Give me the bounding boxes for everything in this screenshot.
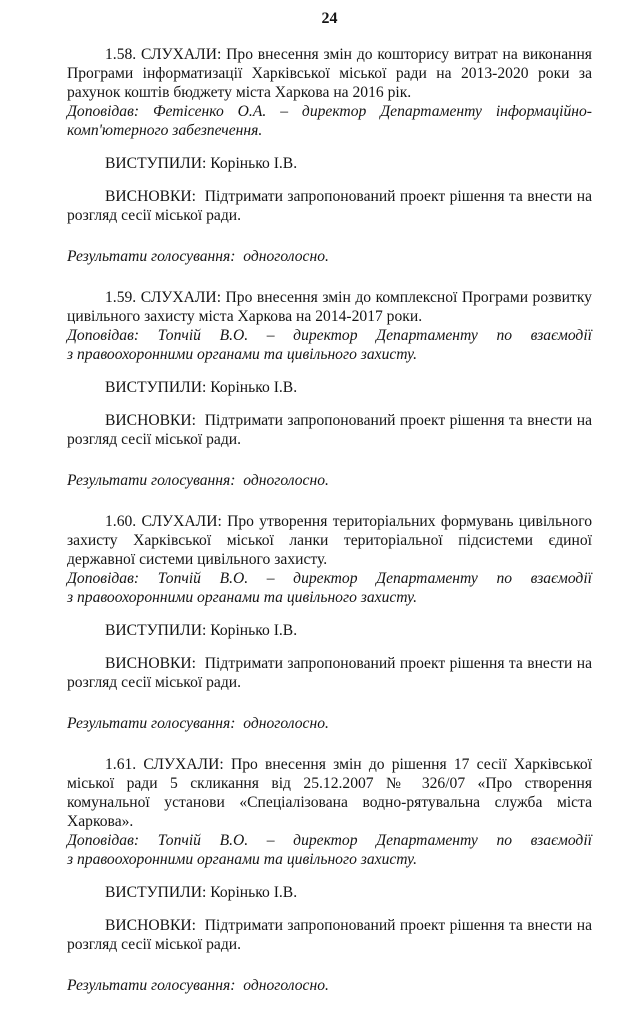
spoke-paragraph [67, 621, 592, 640]
spoke-paragraph [67, 883, 592, 902]
speaker-line-2: з правоохоронними органами та цивільного захисту. [67, 589, 417, 606]
speaker-label: Доповідав: [67, 570, 140, 587]
item-number: 1.60. [105, 513, 137, 530]
spoke-text: Корінько І.В. [210, 622, 298, 639]
speaker-line [67, 569, 592, 607]
spoke-label: ВИСТУПИЛИ: [105, 622, 207, 639]
speaker-line-2: комп'ютерного забезпечення. [67, 122, 263, 139]
vote-result [67, 247, 592, 266]
item-number: 1.59. [105, 289, 137, 306]
speaker-line [67, 326, 592, 364]
speaker-text: Топчій В.О. – директор Департаменту по взаємодії [157, 327, 592, 344]
agenda-item-1-61 [67, 755, 592, 995]
vote-text: одноголосно. [243, 977, 329, 994]
conclusions-paragraph [67, 654, 592, 692]
spoke-label: ВИСТУПИЛИ: [105, 884, 207, 901]
agenda-item-1-59 [67, 288, 592, 490]
heard-paragraph [67, 755, 592, 831]
conclusions-label: ВИСНОВКИ: [105, 655, 196, 672]
speaker-line [67, 831, 592, 869]
vote-label: Результати голосування: [67, 977, 236, 994]
speaker-line-2: з правоохоронними органами та цивільного захисту. [67, 851, 417, 868]
conclusions-label: ВИСНОВКИ: [105, 412, 196, 429]
heard-label: СЛУХАЛИ: [141, 513, 222, 530]
conclusions-paragraph [67, 916, 592, 954]
vote-result [67, 714, 592, 733]
agenda-item-1-58 [67, 45, 592, 266]
speaker-line [67, 102, 592, 140]
heard-paragraph [67, 45, 592, 102]
vote-result [67, 976, 592, 995]
conclusions-text: Підтримати запропонований проект рішення та внести на розгляд сесії міської ради. [67, 917, 592, 953]
vote-result [67, 471, 592, 490]
spoke-label: ВИСТУПИЛИ: [105, 379, 207, 396]
speaker-line-2: з правоохоронними органами та цивільного захисту. [67, 346, 417, 363]
speaker-text: Топчій В.О. – директор Департаменту по взаємодії [157, 832, 592, 849]
page-number: 24 [321, 10, 338, 27]
speaker-text: Фетісенко О.А. – директор Департаменту інформаційно- [153, 103, 592, 120]
heard-text: Про внесення змін до кошторису витрат на виконання Програми інформатизації Харківської міської ради на 2013-2020 роки за рахунок коштів бюджету міста Харкова на 2016 рік. [67, 46, 592, 101]
spoke-text: Корінько І.В. [210, 155, 298, 172]
heard-label: СЛУХАЛИ: [141, 46, 222, 63]
spoke-text: Корінько І.В. [210, 884, 298, 901]
speaker-label: Доповідав: [67, 327, 140, 344]
heard-paragraph [67, 288, 592, 326]
heard-text: Про внесення змін до рішення 17 сесії Харківської міської ради 5 скликання від 25.12.2007 № 326/07 «Про створення комунальної установи «Спеціалізована водно-рятувальна служба міста Харкова». [67, 756, 593, 830]
spoke-paragraph [67, 154, 592, 173]
vote-text: одноголосно. [243, 472, 329, 489]
conclusions-text: Підтримати запропонований проект рішення та внести на розгляд сесії міської ради. [67, 412, 592, 448]
spoke-paragraph [67, 378, 592, 397]
speaker-label: Доповідав: [67, 832, 140, 849]
speaker-line-1 [67, 326, 592, 345]
conclusions-label: ВИСНОВКИ: [105, 188, 196, 205]
speaker-line-1 [67, 102, 592, 121]
speaker-text: Топчій В.О. – директор Департаменту по взаємодії [157, 570, 592, 587]
conclusions-paragraph [67, 187, 592, 225]
heard-text: Про внесення змін до комплексної Програми розвитку цивільного захисту міста Харкова на 2014-2017 роки. [67, 289, 592, 325]
vote-label: Результати голосування: [67, 715, 236, 732]
heard-label: СЛУХАЛИ: [143, 756, 224, 773]
conclusions-label: ВИСНОВКИ: [105, 917, 196, 934]
conclusions-text: Підтримати запропонований проект рішення та внести на розгляд сесії міської ради. [67, 655, 592, 691]
item-number: 1.61. [105, 756, 137, 773]
agenda-item-1-60 [67, 512, 592, 733]
heard-paragraph [67, 512, 592, 569]
speaker-label: Доповідав: [67, 103, 140, 120]
vote-text: одноголосно. [243, 248, 329, 265]
speaker-line-1 [67, 831, 592, 850]
vote-label: Результати голосування: [67, 248, 236, 265]
heard-label: СЛУХАЛИ: [140, 289, 222, 306]
spoke-text: Корінько І.В. [210, 379, 298, 396]
heard-text: Про утворення територіальних формувань цивільного захисту Харківської міської ланки територіальної підсистеми єдиної державної системи цивільного захисту. [67, 513, 593, 568]
speaker-line-1 [67, 569, 592, 588]
vote-label: Результати голосування: [67, 472, 236, 489]
spoke-label: ВИСТУПИЛИ: [105, 155, 207, 172]
vote-text: одноголосно. [243, 715, 329, 732]
item-number: 1.58. [105, 46, 137, 63]
conclusions-paragraph [67, 411, 592, 449]
minutes-content [67, 45, 592, 1017]
conclusions-text: Підтримати запропонований проект рішення та внести на розгляд сесії міської ради. [67, 188, 592, 224]
